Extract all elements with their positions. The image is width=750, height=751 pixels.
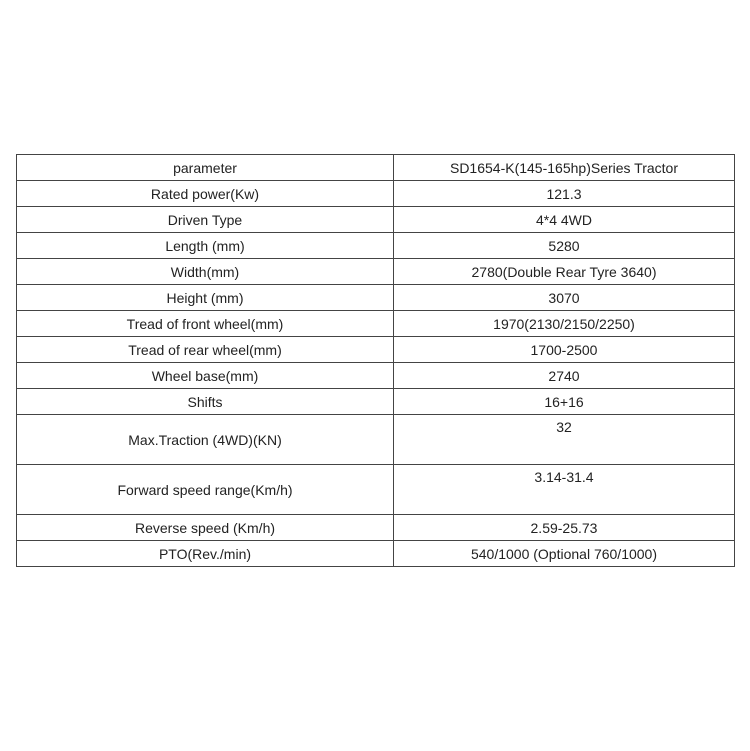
table-row	[17, 363, 735, 389]
row-value: 540/1000 (Optional 760/1000)	[394, 541, 735, 567]
row-value: 2740	[394, 363, 735, 389]
row-value: 4*4 4WD	[394, 207, 735, 233]
header-parameter: parameter	[17, 155, 394, 181]
row-parameter: Reverse speed (Km/h)	[17, 515, 394, 541]
header-model: SD1654-K(145-165hp)Series Tractor	[394, 155, 735, 181]
table-row	[17, 389, 735, 415]
row-value: 32	[394, 415, 735, 465]
table-row	[17, 207, 735, 233]
row-parameter: Tread of rear wheel(mm)	[17, 337, 394, 363]
table-row	[17, 541, 735, 567]
row-parameter: PTO(Rev./min)	[17, 541, 394, 567]
row-parameter: Length (mm)	[17, 233, 394, 259]
table-row	[17, 415, 735, 465]
table-row	[17, 181, 735, 207]
row-parameter: Rated power(Kw)	[17, 181, 394, 207]
table-row	[17, 515, 735, 541]
row-parameter: Forward speed range(Km/h)	[17, 465, 394, 515]
row-parameter: Tread of front wheel(mm)	[17, 311, 394, 337]
row-value: 5280	[394, 233, 735, 259]
row-value: 121.3	[394, 181, 735, 207]
table-row	[17, 233, 735, 259]
table-row	[17, 259, 735, 285]
table-row	[17, 285, 735, 311]
row-parameter: Width(mm)	[17, 259, 394, 285]
row-parameter: Driven Type	[17, 207, 394, 233]
row-parameter: Max.Traction (4WD)(KN)	[17, 415, 394, 465]
row-value: 1700-2500	[394, 337, 735, 363]
row-value: 2.59-25.73	[394, 515, 735, 541]
table-row	[17, 337, 735, 363]
row-parameter: Wheel base(mm)	[17, 363, 394, 389]
row-parameter: Shifts	[17, 389, 394, 415]
table-row	[17, 311, 735, 337]
row-value: 2780(Double Rear Tyre 3640)	[394, 259, 735, 285]
row-value: 3.14-31.4	[394, 465, 735, 515]
row-value: 16+16	[394, 389, 735, 415]
spec-table	[16, 154, 735, 567]
table-row	[17, 465, 735, 515]
row-value: 3070	[394, 285, 735, 311]
row-parameter: Height (mm)	[17, 285, 394, 311]
table-header-row	[17, 155, 735, 181]
row-value: 1970(2130/2150/2250)	[394, 311, 735, 337]
